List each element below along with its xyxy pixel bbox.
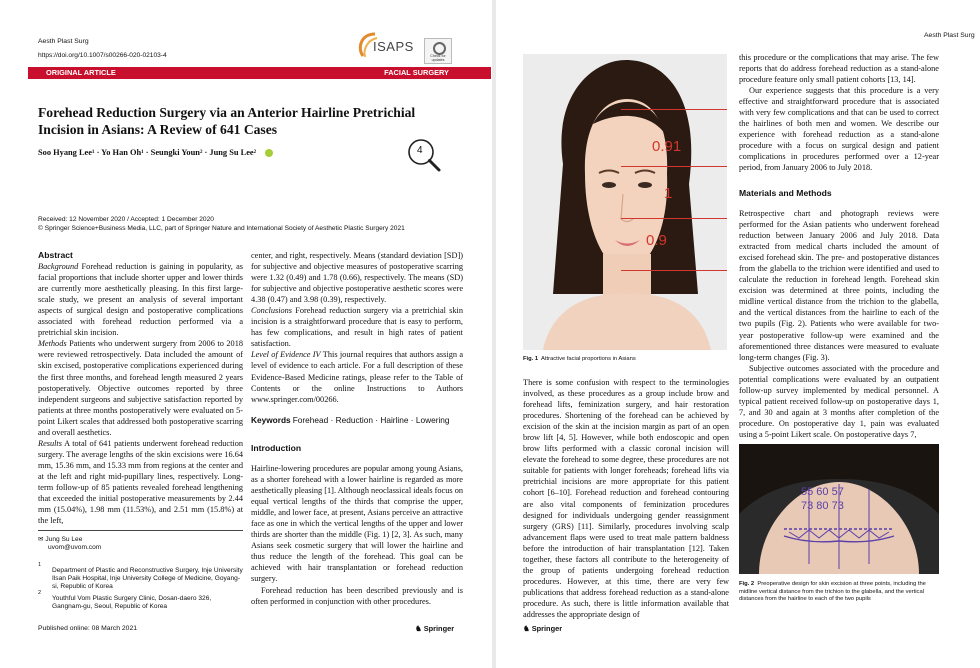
figure-1-photo [523, 54, 727, 350]
introduction-body [251, 463, 463, 607]
springer-logo-left: ♞ Springer [415, 624, 455, 633]
abstract-results: Results A total of 641 patients underwent forehead reduction surgery. The average lengths of the skin excisions were 16.64 mm, 15.36 mm, and 15.33 mm from regions at the center and at the left and right mid-pupillary lines, respectively. Long-term follow-up of 85 patients revealed forehead lengthening that exceeded the initial postoperative measurements by 2.44 mm (15.04%), 1.98 mm (11.53%), and 2.51 mm (15.8%) at the left, [38, 438, 243, 526]
fig2-marks-row-2: 73 80 73 [801, 500, 844, 512]
received-dates: Received: 12 November 2020 / Accepted: 1 December 2020 [38, 216, 214, 223]
abstract-conclusions: Conclusions Forehead reduction surgery via a pretrichial skin incision is a straightforward procedure that is easy to perform, has few complications, and result in high rates of patient satisfaction. [251, 306, 463, 349]
figure-2-photo [739, 444, 939, 574]
article-type-label: ORIGINAL ARTICLE [46, 68, 116, 77]
magnifier-icon [404, 136, 444, 176]
upper-third-ratio: 0.91 [652, 138, 682, 155]
nose-guide-line [621, 218, 727, 219]
methods-paragraph-1: Retrospective chart and photograph reviews were performed for the Asian patients who underwent forehead reduction between January 2006 and July 2018. Data extracted from medical charts included the amount of excised forehead skin. The pre- and postoperative distances from the glabella to the trichion were identified and used to calculate the reduction in forehead length. Forehead skin excision was determined at three points, including the midline vertical distance from the trichion to the glabella, and the vertical distances from the hairline to each of the two pupils (Fig. 2). Patients who were available for two-year postoperative follow-up were examined and the aforementioned three distances were measured to evaluate long-term changes (Fig. 3). [739, 209, 939, 362]
methods-paragraph-2: Subjective outcomes associated with the procedure and potential complications were evaluated by an outpatient follow-up survey implemented by medical personnel. A typical patient received follow-up on postoperative days 1, 7, and 30 and again at 3 months after completion of the procedure. On postoperative day 1, pain was evaluated using a 5-point Likert scale. On postoperative days 7, [739, 363, 939, 439]
fig2-marks-row-1: 55 60 57 [801, 486, 844, 498]
right-column-2-top [739, 52, 939, 174]
introduction-heading: Introduction [251, 443, 302, 453]
article-title-line-2: Incision in Asians: A Review of 641 Cases [38, 122, 278, 137]
abstract-background: Background Forehead reduction is gaining in popularity, as facial proportions that include shorter upper and lower thirds are currently more aesthetically pleasing. In this first large-scale study, we present an analysis of several important aspects of surgical design and postoperative complications associated with forehead reduction performed via a pretrichial skin incision. [38, 262, 243, 338]
author-list: Soo Hyang Lee¹ · Yo Han Oh¹ · Seungki Youn² · Jung Su Lee² [38, 148, 257, 157]
author-email[interactable]: uvom@uvom.com [48, 544, 102, 552]
footnote-divider [38, 530, 243, 531]
introduction-paragraph-2: Forehead reduction has been described previously and is often performed in conjunction with other procedures. [251, 585, 463, 606]
section-label: FACIAL SURGERY [384, 68, 449, 77]
introduction-paragraph-1: Hairline-lowering procedures are popular among young Asians, as a shorter forehead with a lower hairline is regarded as more aesthetically pleasing [1]. Although neoclassical ideals focus on equal vertical lengths of the thirds that comprise the upper, middle, and lower face, at present, Asians perceive an attractive face as one in which the vertical lengths of the upper and lower thirds are shorter than the middle (Fig. 1) [2, 3]. As such, many Asians seek cosmetic surgery that will lower the hairline and thus reduce the length of the forehead. This goal can be achieved with hair transplantation or forehead reduction surgery. [251, 464, 463, 584]
abstract-heading: Abstract [38, 250, 73, 260]
abstract-column-2 [251, 250, 463, 426]
article-title-line-1: Forehead Reduction Surgery via an Anterior Hairline Pretrichial [38, 105, 416, 120]
springer-horse-icon: ♞ [415, 624, 424, 633]
affiliation-2: $^2$ Youthful Vom Plastic Surgery Clinic, Dosan-daero 326, Gangnam-gu, Seoul, Republic of Korea [38, 590, 212, 610]
chin-guide-line [621, 270, 727, 271]
published-date: Published online: 08 March 2021 [38, 625, 137, 632]
figure-2-caption: Fig. 2 Preoperative design for skin excision at three points, including the midline vertical distance from the trichion to the glabella, and the vertical distances from the hairline to each of the two pupils [739, 581, 926, 603]
article-title [38, 104, 478, 138]
abstract-column-1 [38, 250, 243, 526]
keywords-line: Keywords Forehead · Reduction · Hairline · Lowering [251, 414, 450, 425]
isaps-logo-text: ISAPS [373, 39, 414, 54]
doi-link[interactable]: https://doi.org/10.1007/s00266-020-02103-4 [38, 52, 167, 59]
isaps-logo [355, 30, 413, 60]
abstract-methods: Methods Patients who underwent surgery from 2006 to 2018 were reviewed retrospectively. Data included the amount of skin excised, postoperative complications experienced during the first three months, and forehead length measured 2 years postoperatively. Objective outcomes reported by three independent surgeons and subjective satisfaction reported by patients at three months postoperatively were evaluated on 5-point Likert scales that addressed both postoperative scarring and overall aesthetics. [38, 339, 243, 437]
citation-count: 4 [417, 145, 423, 156]
envelope-icon: ✉ [38, 536, 46, 543]
right-page [496, 0, 980, 668]
corresponding-author: Jung Su Lee [45, 536, 83, 543]
journal-name: Aesth Plast Surg [38, 38, 89, 45]
col2-paragraph-2: Our experience suggests that this procedure is a very effective and straightforward procedure that is associated with very few complications and that can be used to correct the hairlines of both men and women. We describe our experience with forehead reduction as a stand-alone procedure with a focus on surgical design and patient complications in procedures performed over a 12-year period, from January 2006 to July 2018. [739, 86, 939, 173]
abstract-level-of-evidence: Level of Evidence IV This journal requires that authors assign a level of evidence to each article. For a full description of these Evidence-Based Medicine ratings, please refer to the Table of Contents or the online Instructions to Authors www.springer.com/00266. [251, 350, 463, 404]
affiliation-1: $^1$ Department of Plastic and Reconstructive Surgery, Inje University Ilsan Paik Hospital, Inje University College of Medicine, Goyang-si, Republic of Korea [38, 562, 243, 591]
figure-1-caption: Fig. 1 Attractive facial proportions in Asians [523, 356, 636, 362]
copyright-line: © Springer Science+Business Media, LLC, part of Springer Nature and International Society of Aesthetic Plastic Surgery 2021 [38, 225, 405, 232]
springer-logo-right: ♞ Springer [523, 624, 563, 633]
citation-count-badge[interactable] [404, 136, 444, 176]
article-type-bar [28, 67, 491, 79]
check-for-updates-badge[interactable] [424, 38, 452, 64]
springer-horse-icon: ♞ [523, 624, 532, 633]
check-updates-label: Check for updates [430, 54, 446, 62]
col2-paragraph-1: this procedure or the complications that may arise. The few reports that do address forehead reduction as a stand-alone procedure feature only small patient cohorts [13, 14]. [739, 53, 939, 85]
journal-name-right: Aesth Plast Surg [924, 32, 975, 39]
hairline-guide-line [621, 109, 727, 110]
right-column-1-text: There is some confusion with respect to the terminologies involved, as these procedures as a group include brow and forehead lifts, feminization surgery, and hair restoration procedures. Shortening of the forehead can be achieved by excision of the skin at the incision margin as part of an open brow lift [4, 5]. However, while both endoscopic and open brow lifts performed with a classic coronal incision will elevate the forehead to some degree, these procedures are not suitable for patients with longer foreheads; forehead lifts via pretrichial incisions are more appropriate for this patient cohort [6–10]. Forehead reduction and forehead contouring are also vital components of feminization procedures designed for individuals undergoing gender reassignment surgery (GRS) [11]. Similarly, procedures involving scalp advancement flaps were used to treat male pattern baldness before the introduction of hair transplantation [12]. Taken together, these factors all contribute to the heterogeneity of the group of patients undergoing forehead reduction procedures. However, at this time, there are very few publications that address forehead reduction as a stand-alone procedure. As such, there is little information available that addresses the appropriate design of [523, 378, 729, 619]
methods-heading: Materials and Methods [739, 188, 832, 198]
orcid-icon[interactable] [265, 149, 273, 157]
methods-body [739, 208, 939, 440]
middle-third-ratio: 1 [664, 185, 673, 202]
abstract-results-continued: center, and right, respectively. Means (standard deviation [SD]) for subjective and objective measures of postoperative scarring were 1.32 (0.49) and 1.78 (0.66), respectively. The means (SD) for subjective and objective postoperative aesthetic scores were 4.38 (0.47) and 3.98 (0.39), respectively. [251, 251, 463, 305]
face-illustration [523, 54, 727, 350]
lower-third-ratio: 0.9 [646, 232, 667, 249]
brow-guide-line [621, 166, 727, 167]
correspondence-block [38, 536, 243, 553]
